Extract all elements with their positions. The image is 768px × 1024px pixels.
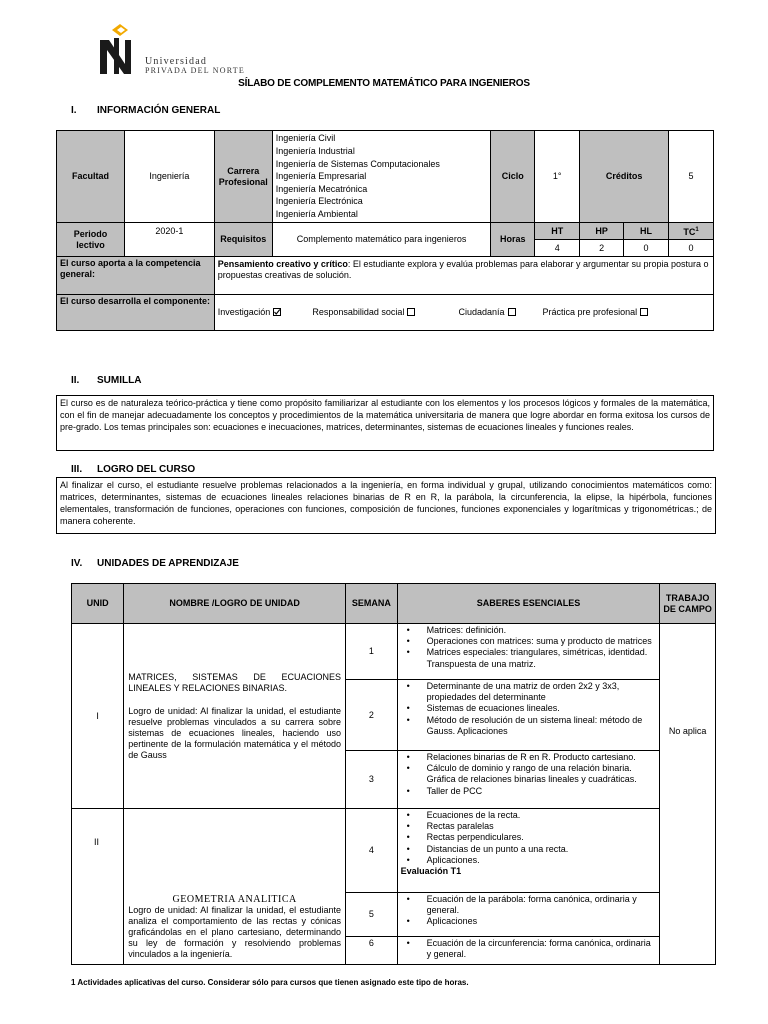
hp-value: 2 [580, 240, 624, 257]
section-label: UNIDADES DE APRENDIZAJE [97, 558, 239, 569]
list-item: • Taller de PCC [401, 786, 657, 797]
checkbox-checked-icon[interactable] [273, 308, 281, 316]
general-info-table [56, 130, 714, 331]
checkbox-icon[interactable] [640, 308, 648, 316]
university-name [145, 57, 245, 75]
university-logo-icon [98, 24, 138, 76]
list-item: • Relaciones binarias de R en R. Producto cartesiano. [401, 752, 657, 763]
componente-ciudadania [458, 307, 515, 317]
document-title: SÍLABO DE COMPLEMENTO MATEMÁTICO PARA INGENIEROS [238, 78, 530, 89]
header-saberes: SABERES ESENCIALES [397, 584, 660, 624]
section-sumilla-heading [71, 375, 141, 386]
section-label: SUMILLA [97, 375, 142, 386]
week-content [397, 624, 660, 680]
carrera-item: Ingeniería Mecatrónica [275, 183, 368, 194]
list-item: • Ecuaciones de la recta. [401, 810, 657, 821]
header-nombre: NOMBRE /LOGRO DE UNIDAD [124, 584, 346, 624]
week-content [397, 937, 660, 965]
list-item: • Método de resolución de un sistema lineal: método de Gauss. Aplicaciones [401, 715, 657, 737]
componente-option-label: Ciudadanía [458, 307, 505, 317]
units-table [71, 583, 716, 965]
week-number: 3 [346, 751, 398, 809]
university-name-line1: Universidad [145, 56, 208, 67]
creditos-value: 5 [669, 131, 714, 223]
unit-number: I [72, 624, 124, 809]
competencia-description: : El estudiante explora y evalúa problemas para elaborar y argumentar su propia postura o propuestas creativas de solución. [217, 259, 709, 280]
list-item: • Aplicaciones [401, 916, 657, 927]
footnote-ref: 1 [695, 226, 699, 233]
university-name-line2: PRIVADA DEL NORTE [145, 66, 245, 75]
section-logro-heading [71, 464, 195, 475]
list-item: • Matrices: definición. [401, 625, 657, 636]
unit-logro: Logro de unidad: Al finalizar la unidad, el estudiante analiza el comportamiento de las rectas y cónicas graficándolas en el plano cartesiano, determinando su ley de formación y resolviendo problemas vinculados a la ingeniería. [128, 905, 342, 959]
list-item: • Cálculo de dominio y rango de una relación binaria. Gráfica de relaciones binarias lineales y cuadráticas. [401, 763, 657, 785]
list-item: • Aplicaciones. [401, 855, 657, 866]
tc-label [669, 223, 714, 240]
checkbox-icon[interactable] [508, 308, 516, 316]
week-content [397, 809, 660, 893]
componente-options [214, 295, 713, 331]
horas-label: Horas [491, 223, 535, 257]
competencia-value [214, 257, 713, 295]
week-number: 5 [346, 893, 398, 937]
carreras-list [272, 131, 491, 223]
list-item: • Rectas paralelas [401, 821, 657, 832]
carrera-item: Ingeniería de Sistemas Computacionales [275, 158, 440, 169]
facultad-value: Ingeniería [124, 131, 214, 223]
checkbox-icon[interactable] [407, 308, 415, 316]
section-unidades-heading [71, 558, 239, 569]
requisitos-label: Requisitos [214, 223, 272, 257]
section-number: III. [71, 464, 83, 475]
unit-number-text: II [94, 837, 100, 847]
unit-name-logro [124, 624, 346, 809]
section-label: LOGRO DEL CURSO [97, 464, 196, 475]
list-item: • Determinante de una matriz de orden 2x2 y 3x3, propiedades del determinante [401, 681, 657, 703]
competencia-name: Pensamiento creativo y crítico [217, 259, 348, 269]
week-content [397, 893, 660, 937]
week-content [397, 751, 660, 809]
week-content [397, 680, 660, 751]
unit-name-logro [124, 809, 346, 965]
facultad-label: Facultad [57, 131, 125, 223]
section-number: II. [71, 375, 80, 386]
carrera-label: Carrera Profesional [214, 131, 272, 223]
carrera-item: Ingeniería Empresarial [275, 171, 367, 182]
competencia-label: El curso aporta a la competencia general: [57, 257, 215, 295]
tc-value: 0 [669, 240, 714, 257]
sumilla-text: El curso es de naturaleza teórico-práctica y tiene como propósito familiarizar al estudiante con los elementos y los procesos lógicos y formales de la matemática, con el fin de manejar adecuadamente los conceptos y procedimientos de la matemática universitaria de manera que logre abordar en forma exitosa los cursos de pre-grado. Los temas principales son: ecuaciones e inecuaciones, matrices, determinantes, sistemas de ecuaciones lineales y funciones reales. [56, 395, 714, 451]
list-item: • Rectas perpendiculares. [401, 832, 657, 843]
list-item: • Distancias de un punto a una recta. [401, 844, 657, 855]
componente-responsabilidad-social [312, 307, 415, 317]
section-label: INFORMACIÓN GENERAL [97, 105, 221, 116]
ht-label: HT [535, 223, 580, 240]
section-number: I. [71, 105, 77, 116]
ciclo-value: 1° [535, 131, 580, 223]
week-number: 1 [346, 624, 398, 680]
evaluation-label: Evaluación T1 [400, 866, 462, 877]
unit-number [72, 809, 124, 965]
componente-option-label: Responsabilidad social [312, 307, 405, 317]
list-item: • Matrices especiales: triangulares, simétricas, identidad. Transpuesta de una matriz. [401, 647, 657, 669]
carrera-item: Ingeniería Civil [275, 133, 336, 144]
header-trabajo: TRABAJO DE CAMPO [660, 584, 716, 624]
tc-label-text: TC [683, 226, 696, 237]
section-number: IV. [71, 558, 83, 569]
header-unid: UNID [72, 584, 124, 624]
list-item: • Ecuación de la parábola: forma canónica, ordinaria y general. [401, 894, 657, 916]
list-item: • Ecuación de la circunferencia: forma canónica, ordinaria y general. [401, 938, 657, 960]
section-general-info-heading [71, 105, 220, 116]
week-number: 6 [346, 937, 398, 965]
list-item: • Operaciones con matrices: suma y producto de matrices [401, 636, 657, 647]
ciclo-label: Ciclo [491, 131, 535, 223]
unit-logro: Logro de unidad: Al finalizar la unidad, el estudiante resuelve problemas vinculados a su carrera sobre sistemas de ecuaciones lineales, haciendo uso pertinente de la formulación matemática y el método de Gauss [128, 705, 342, 760]
carrera-item: Ingeniería Electrónica [275, 196, 363, 207]
hl-label: HL [624, 223, 669, 240]
componente-option-label: Práctica pre profesional [542, 307, 638, 317]
componente-practica [543, 307, 649, 317]
hl-value: 0 [624, 240, 669, 257]
ht-value: 4 [535, 240, 580, 257]
creditos-label: Créditos [580, 131, 669, 223]
trabajo-campo-value: No aplica [660, 624, 716, 965]
hp-label: HP [580, 223, 624, 240]
componente-option-label: Investigación [217, 307, 271, 317]
periodo-label: Periodo lectivo [57, 223, 125, 257]
week-number: 2 [346, 680, 398, 751]
logro-text: Al finalizar el curso, el estudiante resuelve problemas relacionados a la ingeniería, en forma individual y grupal, utilizando conocimientos matemáticos como: matrices, determinantes, sistemas de ecuaciones lineales relaciones binarias de R en R, la parábola, la circunferencia, la elipse, la hipérbola, funciones elementales, transformación de funciones, operaciones con funciones, composición de funciones, funciones exponenciales y logarítmicas y trigonométricas.; de manera coherente. [56, 477, 716, 534]
componente-investigacion [218, 307, 282, 317]
footnote: 1 Actividades aplicativas del curso. Considerar sólo para cursos que tienen asignado este tipo de horas. [71, 978, 469, 987]
list-item: • Sistemas de ecuaciones lineales. [401, 703, 657, 714]
header-semana: SEMANA [346, 584, 398, 624]
week-number: 4 [346, 809, 398, 893]
carrera-item: Ingeniería Ambiental [275, 208, 358, 219]
requisitos-value: Complemento matemático para ingenieros [272, 223, 491, 257]
unit-name: GEOMETRIA ANALITICA [172, 894, 297, 905]
componente-label: El curso desarrolla el componente: [57, 295, 215, 331]
carrera-item: Ingeniería Industrial [275, 146, 355, 157]
unit-name: MATRICES, SISTEMAS DE ECUACIONES LINEALES Y RELACIONES BINARIAS. [128, 671, 342, 693]
periodo-value: 2020-1 [124, 223, 214, 257]
